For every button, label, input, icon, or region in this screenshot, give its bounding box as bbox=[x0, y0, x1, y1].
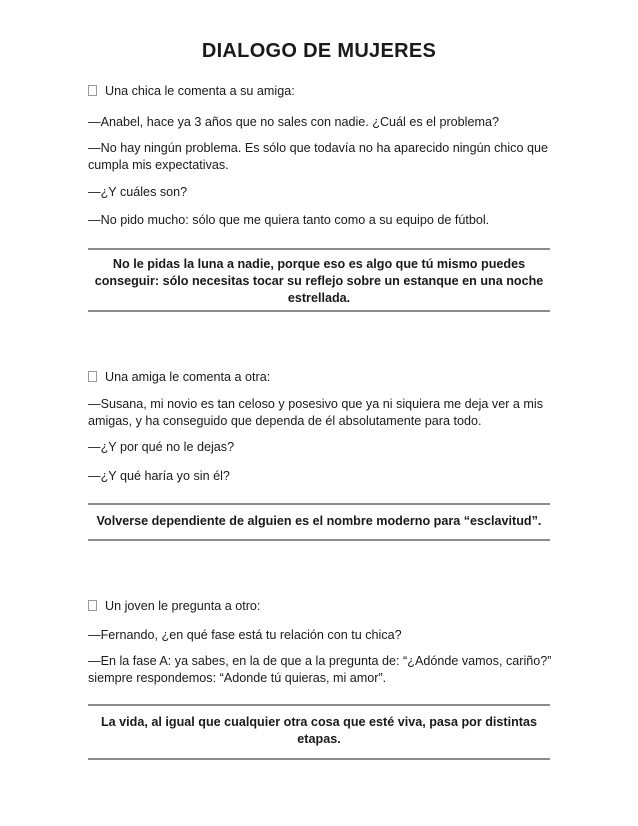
section1-quote: No le pidas la luna a nadie, porque eso es algo que tú mismo puedes conseguir: sólo necesitas tocar su reflejo sobre un estanque en una noche estrellada. bbox=[94, 257, 544, 305]
section3-line-2: —En la fase A: ya sabes, en la de que a la pregunta de: “¿Adónde vamos, cariño?” siempre respondemos: “Adonde tú quieras, mi amor”. bbox=[88, 654, 552, 685]
section3-intro bbox=[88, 598, 558, 615]
section2-quote: Volverse dependiente de alguien es el nombre moderno para “esclavitud”. bbox=[96, 514, 542, 528]
checkbox-bullet-icon bbox=[88, 85, 97, 96]
section2-line-2: —¿Y por qué no le dejas? bbox=[88, 440, 235, 454]
checkbox-bullet-icon bbox=[88, 371, 97, 382]
section3-quote: La vida, al igual que cualquier otra cosa que esté viva, pasa por distintas etapas. bbox=[100, 715, 538, 746]
section1-intro bbox=[88, 83, 558, 100]
quote-top-rule bbox=[88, 248, 550, 250]
section1-line-1: —Anabel, hace ya 3 años que no sales con nadie. ¿Cuál es el problema? bbox=[88, 115, 499, 129]
page-title: DIALOGO DE MUJERES bbox=[201, 40, 437, 62]
quote-bottom-rule bbox=[88, 758, 550, 760]
section3-line-1: —Fernando, ¿en qué fase está tu relación con tu chica? bbox=[88, 628, 402, 642]
checkbox-bullet-icon bbox=[88, 600, 97, 611]
section1-line-3: —¿Y cuáles son? bbox=[88, 185, 188, 199]
section2-line-1: —Susana, mi novio es tan celoso y posesivo que ya ni siquiera me deja ver a mis amigas, y ha conseguido que dependa de él absolutamente para todo. bbox=[88, 397, 544, 428]
quote-bottom-rule bbox=[88, 310, 550, 312]
quote-top-rule bbox=[88, 503, 550, 505]
section2-intro-text: Una amiga le comenta a otra: bbox=[105, 370, 271, 384]
quote-bottom-rule bbox=[88, 539, 550, 541]
section1-line-4: —No pido mucho: sólo que me quiera tanto como a su equipo de fútbol. bbox=[88, 213, 490, 227]
section2-intro bbox=[88, 369, 558, 386]
section1-line-2: —No hay ningún problema. Es sólo que todavía no ha aparecido ningún chico que cumpla mis expectativas. bbox=[88, 141, 548, 172]
section1-intro-text: Una chica le comenta a su amiga: bbox=[105, 84, 295, 98]
quote-top-rule bbox=[88, 704, 550, 706]
section2-line-3: —¿Y qué haría yo sin él? bbox=[88, 469, 230, 483]
section3-intro-text: Un joven le pregunta a otro: bbox=[105, 599, 261, 613]
